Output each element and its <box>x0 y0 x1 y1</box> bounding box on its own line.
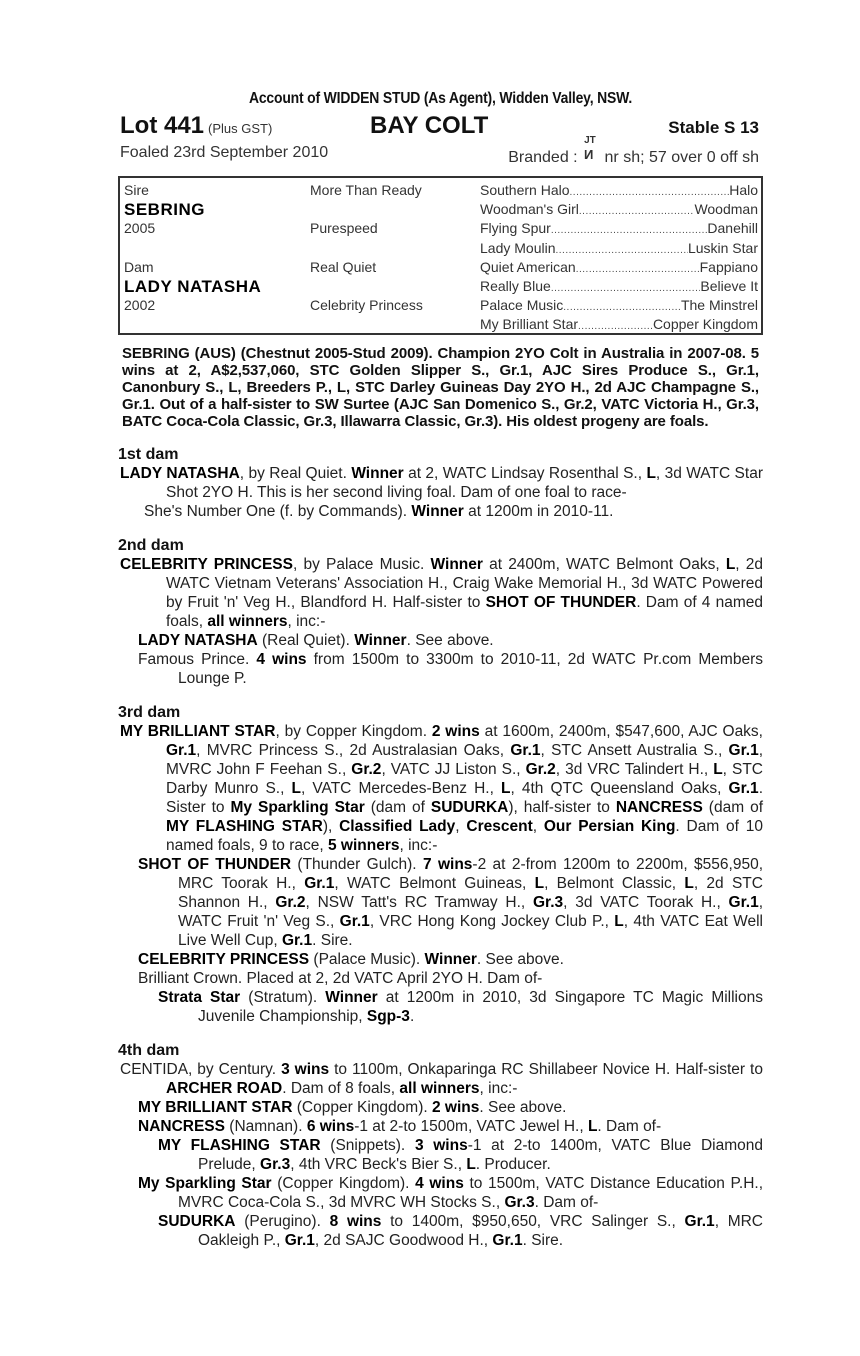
pedigree-table <box>118 176 763 335</box>
sire-name: SEBRING <box>124 200 205 220</box>
grandparent: Purespeed <box>310 220 378 237</box>
progeny-entry: My Sparkling Star (Copper Kingdom). 4 wins to 1500m, VATC Distance Education P.H., MVRC Coca-Cola S., 3d MVRC WH Stocks S., Gr.3. Dam of- <box>138 1175 763 1211</box>
section-4th-dam <box>118 1042 763 1250</box>
horse-description: BAY COLT <box>370 112 489 139</box>
pedigree-great-grandparents <box>480 181 758 335</box>
lot-number <box>120 112 272 143</box>
progeny-entry: MY BRILLIANT STAR (Copper Kingdom). 2 wins. See above. <box>138 1099 567 1116</box>
progeny-entry: Brilliant Crown. Placed at 2, 2d VATC April 2YO H. Dam of- <box>138 970 543 987</box>
section-2nd-dam <box>118 537 763 688</box>
great-grandparent-row: Lady Moulin ..... Luskin Star <box>480 239 758 258</box>
lot-line <box>118 112 763 140</box>
grandparent: Real Quiet <box>310 258 377 275</box>
progeny-entry: She's Number One (f. by Commands). Winner at 1200m in 2010-11. <box>144 503 614 520</box>
gst-note: (Plus GST) <box>208 121 273 136</box>
great-grandparent-row: Palace Music ..... The Minstrel <box>480 296 758 315</box>
section-1st-dam <box>118 446 763 521</box>
great-grandparent-row: Really Blue ..... Believe It <box>480 277 758 296</box>
foal-line <box>118 135 763 168</box>
section-3rd-dam <box>118 704 763 1026</box>
sire-year: 2005 <box>124 220 156 237</box>
dam-name: LADY NATASHA <box>124 276 262 296</box>
sire-biography: SEBRING (AUS) (Chestnut 2005-Stud 2009). Champion 2YO Colt in Australia in 2007-08. 5 wins at 2, A$2,537,060, STC Golden Slipper S., Gr.1, AJC Sires Produce S., Gr.1, Canonbury S., L, Breeders P., L, STC Darley Guineas Day 2YO H., 2d AJC Champagne S., Gr.1. Out of a half-sister to SW Surtee (AJC San Domenico S., Gr.2, VATC Victoria H., Gr.3, BATC Coca-Cola Classic, Gr.3, Illawarra Classic, Gr.3). His oldest progeny are foals. <box>122 345 759 430</box>
foaled-date: Foaled 23rd September 2010 <box>120 144 329 161</box>
progeny-entry: MY FLASHING STAR (Snippets). 3 wins-1 at 2-to 1400m, VATC Blue Diamond Prelude, Gr.3, 4th VRC Beck's Bier S., L. Producer. <box>158 1137 764 1173</box>
branded-label: Branded : <box>508 149 578 166</box>
dam-entry: CELEBRITY PRINCESS, by Palace Music. Winner at 2400m, WATC Belmont Oaks, L, 2d WATC Vietnam Veterans' Association H., Craig Wake Memorial H., 3d WATC Powered by Fruit 'n' Veg H., Blandford H. Half-sister to SHOT OF THUNDER. Dam of 4 named foals, all winners, inc:- <box>120 556 764 630</box>
dam-entry: LADY NATASHA, by Real Quiet. Winner at 2, WATC Lindsay Rosenthal S., L, 3d WATC Star Shot 2YO H. This is her second living foal. Dam of one foal to race- <box>120 465 763 501</box>
progeny-entry: Strata Star (Stratum). Winner at 1200m in 2010, 3d Singapore TC Magic Millions Juvenile Championship, Sgp-3. <box>158 989 763 1025</box>
grandparent: More Than Ready <box>310 182 422 198</box>
progeny-entry: LADY NATASHA (Real Quiet). Winner. See above. <box>138 632 494 649</box>
pedigree-parents <box>124 181 304 315</box>
progeny-entry: NANCRESS (Namnan). 6 wins-1 at 2-to 1500m, VATC Jewel H., L. Dam of- <box>138 1118 662 1135</box>
great-grandparent-row: Southern Halo ..... Halo <box>480 181 758 200</box>
great-grandparent-row: My Brilliant Star ..... Copper Kingdom <box>480 315 758 334</box>
great-grandparent-row: Flying Spur ..... Danehill <box>480 219 758 238</box>
brand-top: JT <box>584 135 596 146</box>
brand-detail: nr sh; 57 over 0 off sh <box>604 149 759 166</box>
dam-label: Dam <box>124 258 154 275</box>
brand-bottom: N <box>584 147 594 162</box>
progeny-entry: CELEBRITY PRINCESS (Palace Music). Winner. See above. <box>138 951 564 968</box>
brand-mark-icon <box>584 135 598 164</box>
great-grandparent-row: Woodman's Girl ..... Woodman <box>480 200 758 219</box>
progeny-entry: SUDURKA (Perugino). 8 wins to 1400m, $950,650, VRC Salinger S., Gr.1, MRC Oakleigh P., Gr.1, 2d SAJC Goodwood H., Gr.1. Sire. <box>158 1213 764 1249</box>
lot-label: Lot 441 <box>120 112 205 139</box>
section-heading: 1st dam <box>118 446 179 463</box>
vendor-account: Account of WIDDEN STUD (As Agent), Widden Valley, NSW. <box>248 90 633 107</box>
stable-number: Stable S 13 <box>668 118 759 137</box>
dam-year: 2002 <box>124 297 156 314</box>
progeny-entry: Famous Prince. 4 wins from 1500m to 3300m to 2010-11, 2d WATC Pr.com Members Lounge P. <box>138 651 763 687</box>
progeny-entry: SHOT OF THUNDER (Thunder Gulch). 7 wins-2 at 2-from 1200m to 2200m, $556,950, MRC Toorak H., Gr.1, WATC Belmont Guineas, L, Belmont Classic, L, 2d STC Shannon H., Gr.2, NSW Tatt's RC Tramway H., Gr.3, 3d VATC Toorak H., Gr.1, WATC Fruit 'n' Veg S., Gr.1, VRC Hong Kong Jockey Club P., L, 4th VATC Eat Well Live Well Cup, Gr.1. Sire. <box>138 856 764 949</box>
dam-entry: MY BRILLIANT STAR, by Copper Kingdom. 2 wins at 1600m, 2400m, $547,600, AJC Oaks, Gr.1, MVRC Princess S., 2d Australasian Oaks, Gr.1, STC Ansett Australia S., Gr.1, MVRC John F Feehan S., Gr.2, VATC JJ Liston S., Gr.2, 3d VRC Talindert H., L, STC Darby Munro S., L, VATC Mercedes-Benz H., L, 4th QTC Queensland Oaks, Gr.1. Sister to My Sparkling Star (dam of SUDURKA), half-sister to NANCRESS (dam of MY FLASHING STAR), Classified Lady, Crescent, Our Persian King. Dam of 10 named foals, 9 to race, 5 winners, inc:- <box>120 723 764 854</box>
section-heading: 4th dam <box>118 1042 180 1059</box>
section-heading: 3rd dam <box>118 704 181 721</box>
pedigree-grandparents <box>310 181 470 315</box>
dam-entry: CENTIDA, by Century. 3 wins to 1100m, Onkaparinga RC Shillabeer Novice H. Half-sister to ARCHER ROAD. Dam of 8 foals, all winners, inc:- <box>120 1061 763 1097</box>
great-grandparent-row: Quiet American ..... Fappiano <box>480 258 758 277</box>
grandparent: Celebrity Princess <box>310 297 423 314</box>
sire-label: Sire <box>124 182 149 198</box>
section-heading: 2nd dam <box>118 537 184 554</box>
brand-info <box>508 135 759 167</box>
catalogue-page <box>118 88 763 1250</box>
